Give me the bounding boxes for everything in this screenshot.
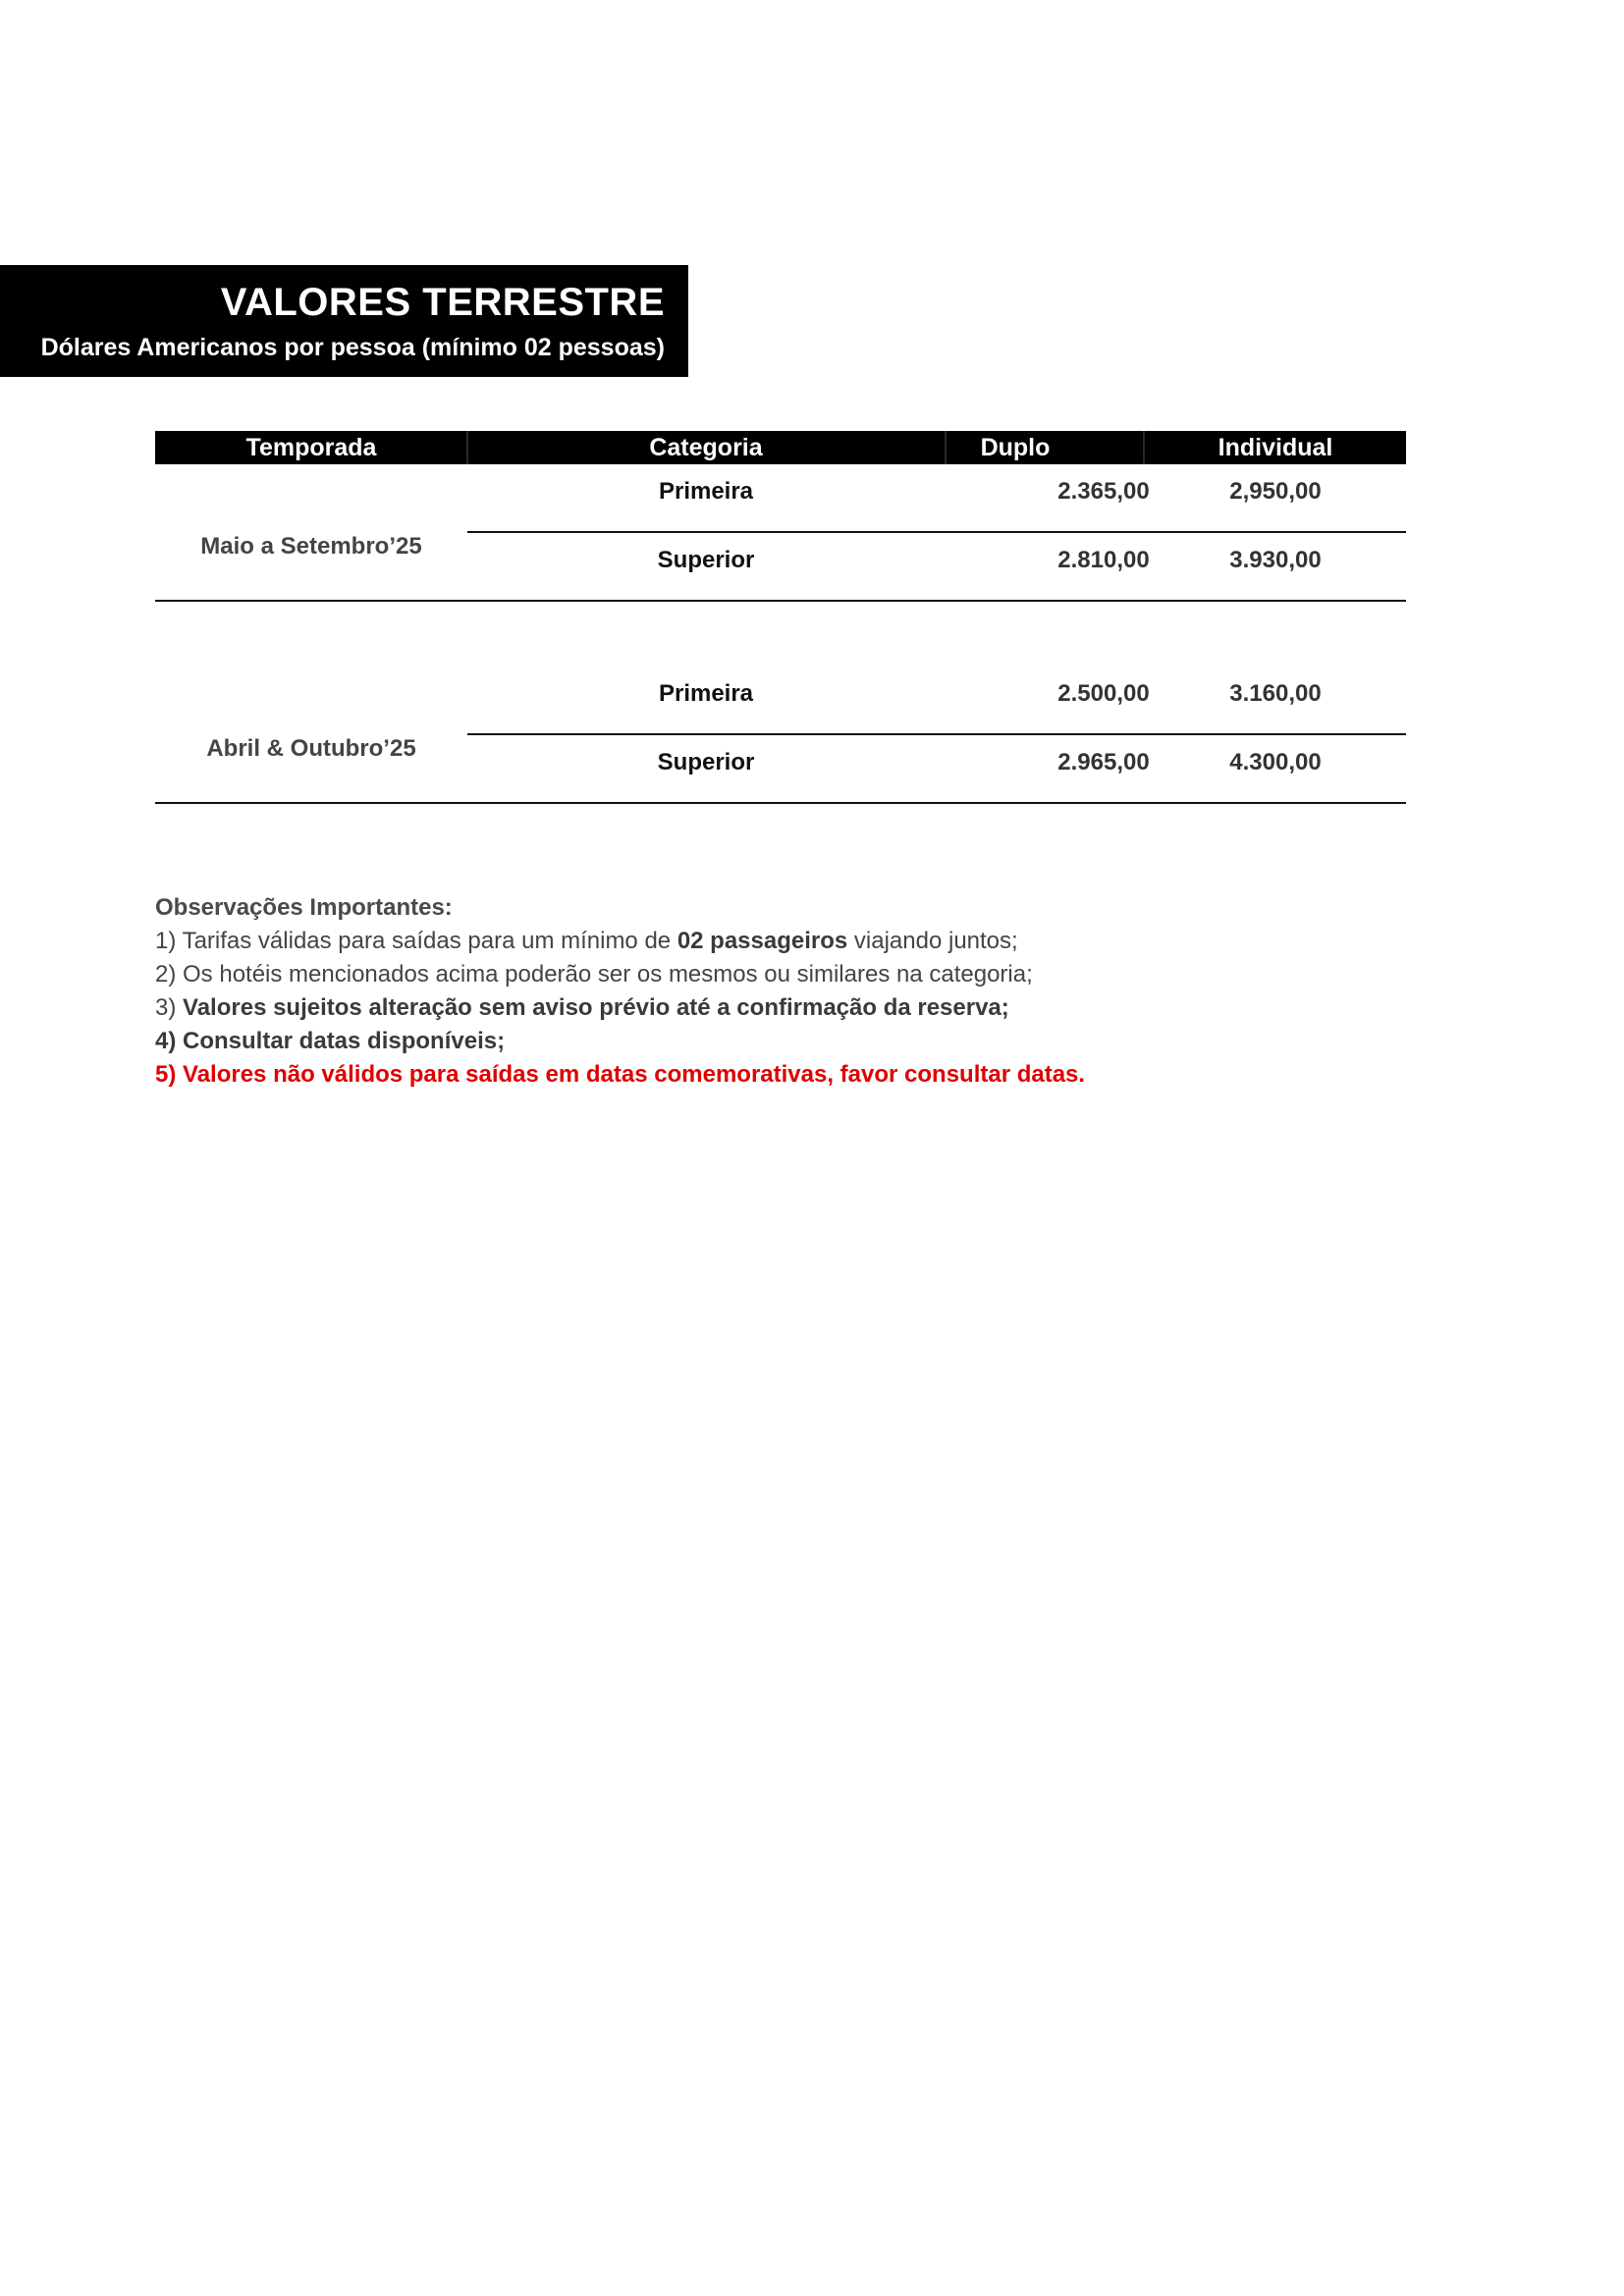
single-price-cell: 4.300,00 (1229, 749, 1322, 775)
single-price-cell: 2,950,00 (1229, 478, 1322, 505)
table-row (467, 674, 1406, 714)
header-double-label: Duplo (980, 434, 1051, 461)
note-item (155, 925, 1432, 958)
season-label: Abril & Outubro’25 (206, 735, 416, 762)
double-price-cell: 2.365,00 (1057, 478, 1150, 505)
single-price-cell: 3.160,00 (1229, 680, 1322, 707)
note-text: 1) Tarifas válidas para saídas para um mínimo de (155, 928, 677, 954)
category-cell: Superior (657, 547, 755, 573)
row-divider (467, 531, 1406, 533)
notes-title: Observações Importantes: (155, 894, 453, 921)
note-item (155, 991, 1432, 1025)
single-price-cell: 3.930,00 (1229, 547, 1322, 573)
note-item: 2) Os hotéis mencionados acima poderão ser os mesmos ou similares na categoria; (155, 961, 1033, 988)
title-banner (0, 265, 688, 377)
note-warning: 5) Valores não válidos para saídas em datas comemorativas, favor consultar datas. (155, 1061, 1086, 1088)
section-divider (155, 600, 1406, 602)
category-cell: Superior (657, 749, 755, 775)
note-text: 3) (155, 994, 184, 1021)
double-price-cell: 2.810,00 (1057, 547, 1150, 573)
table-row (467, 743, 1406, 782)
important-notes (155, 891, 1432, 1092)
note-emphasis: Valores sujeitos alteração sem aviso prévio até a confirmação da reserva; (183, 994, 1009, 1021)
table-row (467, 541, 1406, 580)
note-item: 4) Consultar datas disponíveis; (155, 1028, 506, 1054)
header-category: Categoria (649, 434, 763, 461)
table-header (155, 431, 1406, 464)
header-single: Individual (1218, 434, 1333, 461)
category-cell: Primeira (658, 680, 754, 707)
double-price-cell: 2.500,00 (1057, 680, 1150, 707)
table-row (467, 472, 1406, 511)
category-cell: Primeira (658, 478, 754, 505)
season-label: Maio a Setembro’25 (200, 533, 422, 560)
header-season: Temporada (245, 434, 377, 461)
section-divider (155, 802, 1406, 804)
note-text: viajando juntos; (847, 928, 1018, 954)
row-divider (467, 733, 1406, 735)
page-title: VALORES TERRESTRE (220, 281, 665, 324)
note-emphasis: 02 passageiros (677, 928, 848, 954)
page-subtitle: Dólares Americanos por pessoa (mínimo 02 pessoas) (40, 334, 665, 361)
double-price-cell: 2.965,00 (1057, 749, 1150, 775)
